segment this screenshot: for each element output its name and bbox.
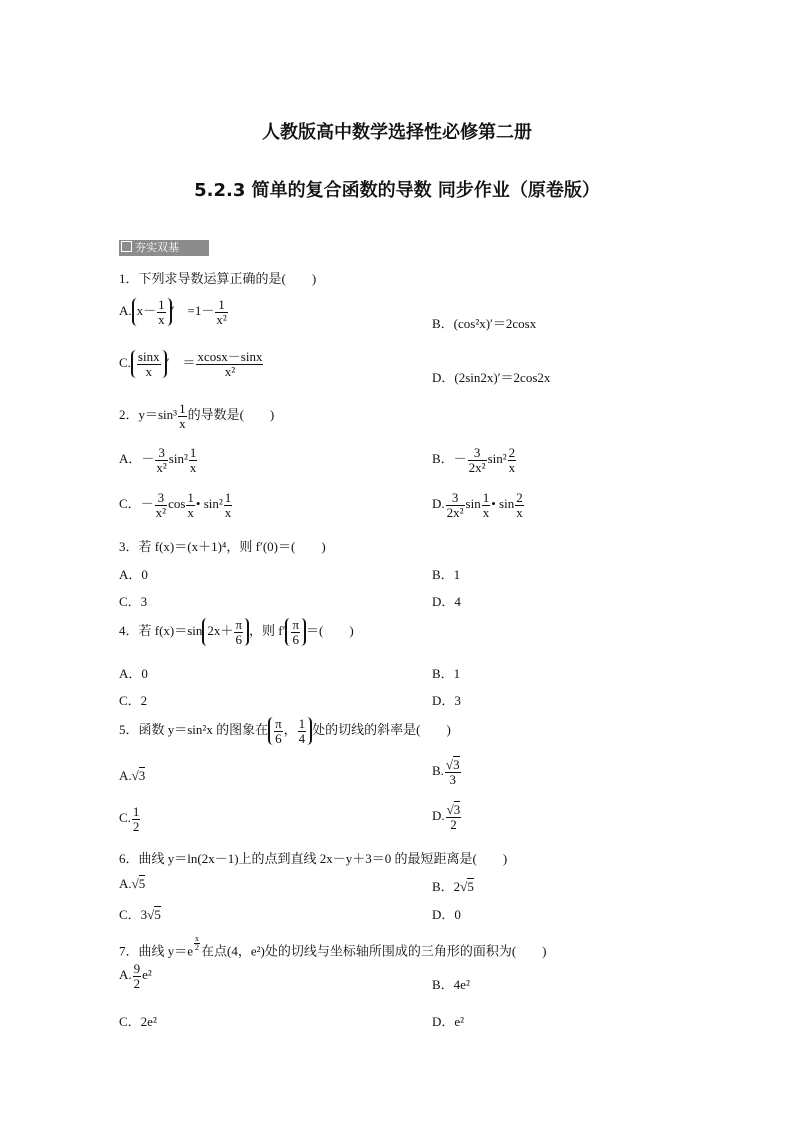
radicand: 3 — [453, 802, 461, 817]
fraction — [137, 350, 161, 378]
question-6-option-c — [119, 904, 161, 923]
expr-text: sin² — [487, 451, 507, 467]
fraction — [515, 491, 524, 519]
expr-text: 处的切线的斜率是( ) — [312, 722, 451, 738]
square-root: √5 — [460, 879, 474, 894]
paren-group — [268, 717, 312, 745]
denominator: 2x² — [468, 459, 486, 475]
numerator: x — [195, 934, 200, 943]
numerator — [445, 758, 461, 773]
numerator: π — [292, 617, 300, 632]
option-label: A. — [119, 768, 132, 783]
question-2-stem — [119, 402, 274, 430]
fraction — [224, 491, 233, 519]
square-root: √3 — [446, 802, 461, 817]
numerator: π — [275, 716, 282, 731]
question-3-stem: 3．若 f(x)＝(x＋1)⁴，则 f′(0)＝( ) — [119, 539, 326, 554]
question-2-option-c — [119, 491, 233, 519]
fraction — [298, 717, 307, 745]
option-label: C. — [119, 810, 131, 826]
option-label: A．－ — [119, 451, 155, 467]
expr-text: • sin — [491, 496, 515, 512]
question-4-option-a: A．0 — [119, 666, 148, 681]
fraction — [446, 803, 462, 831]
fraction — [291, 618, 300, 646]
numerator: 3 — [468, 446, 487, 461]
question-6-option-d: D．0 — [432, 907, 461, 922]
fraction — [133, 962, 142, 990]
option-label: B．－ — [432, 451, 467, 467]
question-4-option-d: D．3 — [432, 693, 461, 708]
question-1-option-d: D．(2sin2x)′＝2cos2x — [432, 370, 551, 385]
square-root: √3 — [131, 768, 146, 783]
fraction — [186, 491, 195, 519]
expr-text: cos — [168, 496, 186, 512]
question-5-option-d — [432, 803, 462, 831]
denominator: x² — [155, 504, 167, 520]
fraction — [157, 298, 166, 326]
doc-title: 人教版高中数学选择性必修第二册 — [262, 122, 532, 143]
numerator: 3 — [446, 491, 465, 506]
denominator: 6 — [275, 730, 282, 746]
denominator: x² — [224, 363, 236, 379]
numerator: 1 — [298, 716, 306, 731]
denominator: 3 — [449, 771, 456, 787]
question-1-option-b: B．(cos²x)′＝2cosx — [432, 316, 537, 331]
question-4-option-b: B．1 — [432, 666, 461, 681]
denominator: 2 — [450, 816, 457, 832]
fraction — [468, 446, 487, 474]
question-5-option-b — [432, 758, 462, 786]
expr-text: ′ =1－ — [171, 303, 215, 319]
question-6-option-b — [432, 876, 474, 895]
expr-text: 2．y＝sin³ — [119, 407, 178, 423]
numerator: 1 — [482, 490, 490, 505]
numerator: 3 — [155, 491, 167, 506]
expr-text: e² — [142, 967, 152, 983]
numerator: 1 — [224, 490, 232, 505]
option-label: C．－ — [119, 496, 154, 512]
denominator: 4 — [298, 730, 306, 746]
expr-text: ， — [283, 722, 297, 738]
numerator: 9 — [133, 961, 141, 976]
radicand: 3 — [453, 757, 460, 772]
paren-group — [131, 350, 167, 378]
fraction — [132, 805, 141, 833]
fraction — [508, 446, 517, 474]
numerator: 2 — [508, 445, 516, 460]
numerator: 2 — [516, 490, 523, 505]
denominator: 6 — [235, 631, 242, 647]
paren-group — [202, 618, 249, 646]
fraction — [196, 350, 263, 378]
denominator: 2 — [132, 818, 140, 834]
question-1-stem: 1．下列求导数运算正确的是( ) — [119, 271, 317, 286]
expr-text: 7．曲线 y＝e — [119, 943, 194, 959]
calendar-icon — [121, 241, 132, 252]
question-2-option-a — [119, 446, 198, 474]
option-label: C．3 — [119, 907, 148, 922]
option-label: A. — [119, 876, 132, 891]
numerator: 3 — [155, 446, 167, 461]
question-7-stem — [119, 935, 547, 960]
fraction — [446, 491, 465, 519]
denominator: x — [187, 504, 194, 520]
question-3-option-c: C．3 — [119, 594, 148, 609]
numerator: 1 — [158, 297, 165, 312]
expr-text: 5．函数 y＝sin²x 的图象在 — [119, 722, 269, 738]
numerator: 1 — [187, 490, 194, 505]
question-6-option-a — [119, 876, 145, 892]
option-label: B．2 — [432, 879, 461, 894]
denominator: x — [224, 504, 232, 520]
fraction — [445, 758, 461, 786]
option-label: A. — [119, 303, 132, 319]
numerator: 1 — [132, 804, 140, 819]
question-7-option-c: C．2e² — [119, 1014, 157, 1029]
question-5-option-c — [119, 805, 141, 833]
square-root: √5 — [147, 907, 161, 922]
section-badge — [119, 240, 209, 256]
fraction — [482, 491, 491, 519]
option-label: C. — [119, 355, 131, 371]
question-7-option-a — [119, 962, 152, 990]
fraction — [234, 618, 243, 646]
fraction — [274, 717, 283, 745]
expr-text: 2x＋ — [207, 623, 234, 639]
question-4-stem — [119, 618, 354, 646]
denominator: x — [516, 504, 523, 520]
expr-text: • sin² — [195, 496, 223, 512]
numerator: 1 — [179, 401, 186, 416]
question-3-option-a: A．0 — [119, 567, 148, 582]
radicand: 5 — [154, 907, 161, 922]
question-2-option-d — [432, 491, 525, 519]
expr-text: ′ ＝ — [166, 355, 196, 371]
expr-text: x－ — [136, 303, 157, 319]
denominator: 2x² — [446, 504, 464, 520]
fraction — [178, 402, 187, 430]
question-7-option-d: D．e² — [432, 1014, 465, 1029]
denominator: x — [508, 459, 516, 475]
square-root: √3 — [445, 757, 460, 772]
expr-text: ＝( ) — [306, 623, 354, 639]
question-3-option-b: B．1 — [432, 567, 461, 582]
option-label: B. — [432, 763, 444, 779]
denominator: 2 — [133, 975, 141, 991]
fraction — [155, 491, 167, 519]
numerator: 1 — [189, 445, 197, 460]
expr-text: 在点(4，e²)处的切线与坐标轴所围成的三角形的面积为( ) — [201, 943, 547, 959]
denominator: 6 — [292, 631, 299, 647]
denominator: x² — [216, 311, 227, 327]
question-1-option-a — [119, 298, 229, 326]
fraction — [189, 446, 198, 474]
paren-group — [132, 298, 172, 326]
expr-text: 的导数是( ) — [187, 407, 275, 423]
radicand: 3 — [138, 768, 146, 783]
exponent-fraction — [194, 935, 200, 953]
numerator: xcosx－sinx — [197, 349, 263, 364]
numerator: π — [235, 617, 243, 632]
option-label: D. — [432, 496, 445, 512]
denominator: x — [145, 363, 152, 379]
numerator: 1 — [215, 298, 227, 313]
radicand: 5 — [467, 879, 474, 894]
square-root: √5 — [131, 876, 146, 891]
question-5-stem — [119, 717, 451, 745]
question-1-option-c — [119, 350, 264, 378]
question-6-stem: 6．曲线 y＝ln(2x－1)上的点到直线 2x－y＋3＝0 的最短距离是( ) — [119, 851, 508, 866]
question-7-option-b: B．4e² — [432, 977, 470, 992]
expr-text: ，则 f′ — [249, 623, 286, 639]
denominator: x — [179, 415, 186, 431]
numerator — [446, 803, 462, 818]
denominator: x — [482, 504, 490, 520]
numerator: sinx — [137, 349, 160, 364]
denominator: x — [189, 459, 197, 475]
question-3-option-d: D．4 — [432, 594, 461, 609]
denominator: x² — [156, 459, 167, 475]
fraction — [215, 298, 227, 326]
expr-text: sin² — [168, 451, 188, 467]
question-4-option-c: C．2 — [119, 693, 148, 708]
question-5-option-a — [119, 768, 145, 784]
doc-subtitle: 5.2.3 简单的复合函数的导数 同步作业（原卷版） — [194, 180, 600, 201]
radicand: 5 — [138, 876, 146, 891]
option-label: D. — [432, 808, 445, 824]
section-badge-label: 夯实双基 — [135, 241, 179, 254]
expr-text: 4．若 f(x)＝sin — [119, 623, 203, 639]
option-label: A. — [119, 967, 132, 983]
paren-group — [285, 618, 306, 646]
denominator: 2 — [195, 943, 200, 953]
expr-text: sin — [465, 496, 481, 512]
question-2-option-b — [432, 446, 517, 474]
fraction — [155, 446, 167, 474]
denominator: x — [158, 311, 165, 327]
